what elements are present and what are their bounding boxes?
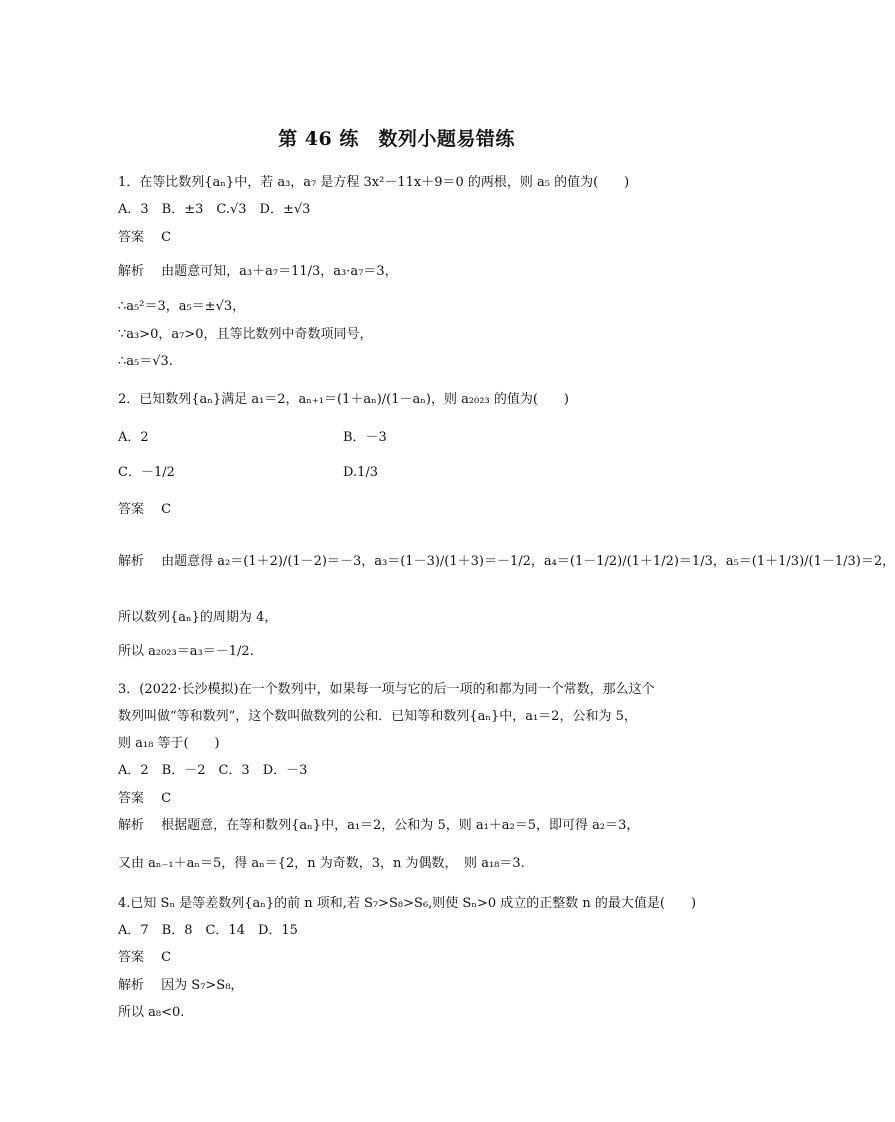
answer-label: 答案 [118,230,145,245]
answer-label: 答案 [118,502,145,517]
q2-option-b: B．－3 [343,430,387,445]
q1-analysis-3: ∵a₃>0，a₇>0，且等比数列中奇数项同号， [118,327,373,342]
q2-option-c: C．－1/2 [118,465,175,480]
q4-analysis-row [118,979,243,992]
q2-analysis-2: 所以数列{aₙ}的周期为 4， [118,610,278,625]
q4-analysis-2: 所以 a₈<0. [118,1005,185,1020]
answer-label: 答案 [118,950,145,965]
q4-answer-row [118,951,171,964]
q4-stem: 4.已知 Sₙ 是等差数列{aₙ}的前 n 项和,若 S₇>S₈>S₆,则使 Sₙ>0 成立的正整数 n 的最大值是( ) [118,896,697,911]
q1-answer: C [161,230,172,245]
q2-analysis-1: 由题意得 a₂＝(1＋2)/(1－2)＝－3，a₃＝(1－3)/(1＋3)＝－1/2，a₄＝(1－1/2)/(1＋1/2)＝1/3，a₅＝(1＋1/3)/(1－1/3)＝2， [161,554,895,569]
q3-analysis-2: 又由 aₙ₋₁＋aₙ＝5，得 aₙ＝{2，n 为奇数，3，n 为偶数， 则 a₁₈＝3. [118,856,525,871]
q3-analysis-row [118,819,639,832]
q2-stem: 2．已知数列{aₙ}满足 a₁＝2，aₙ₊₁＝(1＋aₙ)/(1－aₙ)，则 a₂₀₂₃ 的值为( ) [118,392,569,407]
q3-stem-1: 3．(2022·长沙模拟)在一个数列中，如果每一项与它的后一项的和都为同一个常数，那么这个 [118,682,655,697]
analysis-label: 解析 [118,554,145,569]
q2-answer: C [161,502,172,517]
q2-option-a: A．2 [118,430,149,445]
answer-label: 答案 [118,791,145,806]
q2-answer-row [118,503,171,516]
q1-analysis-2: ∴a₅²＝3，a₅＝±√3， [118,299,246,314]
q3-analysis-1: 根据题意，在等和数列{aₙ}中，a₁＝2，公和为 5，则 a₁＋a₂＝5，即可得 a₂＝3， [161,818,640,833]
analysis-label: 解析 [118,264,145,279]
q1-analysis-4: ∴a₅＝√3. [118,354,173,369]
q3-options: A．2 B．－2 C．3 D．－3 [118,763,308,778]
q2-option-d: D.1/3 [343,465,379,480]
q1-analysis-1: 由题意可知，a₃＋a₇＝11/3，a₃·a₇＝3， [161,264,398,279]
page-title: 第 46 练 数列小题易错练 [278,128,515,150]
q1-stem: 1．在等比数列{aₙ}中，若 a₃，a₇ 是方程 3x²－11x＋9＝0 的两根，则 a₅ 的值为( ) [118,175,630,190]
q4-answer: C [161,950,172,965]
q3-answer-row [118,792,171,805]
q1-analysis-row [118,265,398,278]
q1-options: A．3 B．±3 C.√3 D．±√3 [118,202,311,217]
q3-answer: C [161,791,172,806]
q3-stem-3: 则 a₁₈ 等于( ) [118,736,220,751]
q4-options: A．7 B．8 C．14 D．15 [118,923,298,938]
analysis-label: 解析 [118,818,145,833]
q1-answer-row [118,231,171,244]
q2-analysis-3: 所以 a₂₀₂₃＝a₃＝－1/2. [118,644,254,659]
q2-analysis-row [118,555,895,568]
q4-analysis-1: 因为 S₇>S₈， [161,978,244,993]
analysis-label: 解析 [118,978,145,993]
q3-stem-2: 数列叫做“等和数列”，这个数叫做数列的公和．已知等和数列{aₙ}中，a₁＝2，公和为 5， [118,709,637,724]
